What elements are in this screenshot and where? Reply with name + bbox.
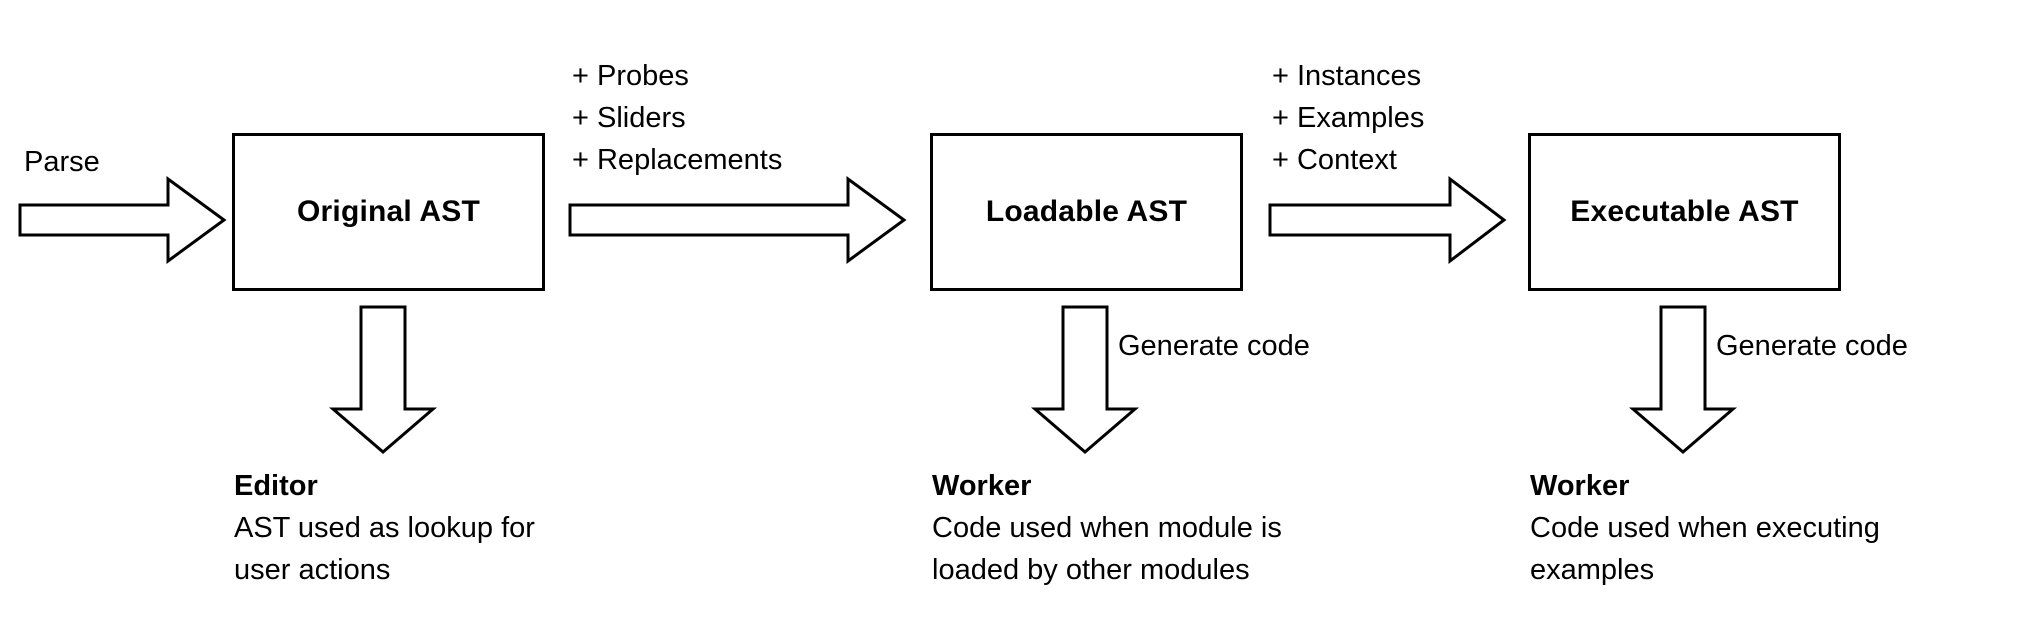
annot-line-instances: + Instances (1272, 60, 1422, 92)
caption-title-worker-loadable: Worker (932, 470, 1032, 502)
caption-title-worker-executable: Worker (1530, 470, 1630, 502)
arrow-label-to-loadable (572, 55, 782, 181)
caption-editor (234, 465, 535, 591)
node-label-executable-ast: Executable AST (1570, 195, 1799, 228)
node-label-loadable-ast: Loadable AST (985, 195, 1188, 228)
node-original-ast (232, 133, 545, 291)
arrow-original-to-loadable (568, 175, 908, 265)
caption-line-worker-executable-2: examples (1530, 554, 1655, 586)
caption-line-editor-1: AST used as lookup for (234, 512, 535, 544)
node-executable-ast (1528, 133, 1841, 291)
caption-line-editor-2: user actions (234, 554, 391, 586)
arrow-original-down (328, 305, 438, 455)
arrow-label-generate-code-2: Generate code (1716, 330, 1908, 362)
caption-line-worker-executable-1: Code used when executing (1530, 512, 1880, 544)
caption-worker-executable (1530, 465, 1880, 591)
annot-line-sliders: + Sliders (572, 102, 686, 134)
caption-title-editor: Editor (234, 470, 318, 502)
node-label-original-ast: Original AST (297, 195, 480, 228)
caption-line-worker-loadable-1: Code used when module is (932, 512, 1282, 544)
annot-line-probes: + Probes (572, 60, 689, 92)
arrow-label-to-executable (1272, 55, 1424, 181)
annot-line-context: + Context (1272, 144, 1397, 176)
annot-line-examples: + Examples (1272, 102, 1425, 134)
arrow-parse (18, 175, 228, 265)
node-loadable-ast (930, 133, 1243, 291)
caption-line-worker-loadable-2: loaded by other modules (932, 554, 1250, 586)
arrow-loadable-to-executable (1268, 175, 1508, 265)
arrow-label-generate-code-1: Generate code (1118, 330, 1310, 362)
annot-line-replacements: + Replacements (572, 144, 783, 176)
caption-worker-loadable (932, 465, 1282, 591)
arrow-label-parse: Parse (24, 146, 100, 178)
